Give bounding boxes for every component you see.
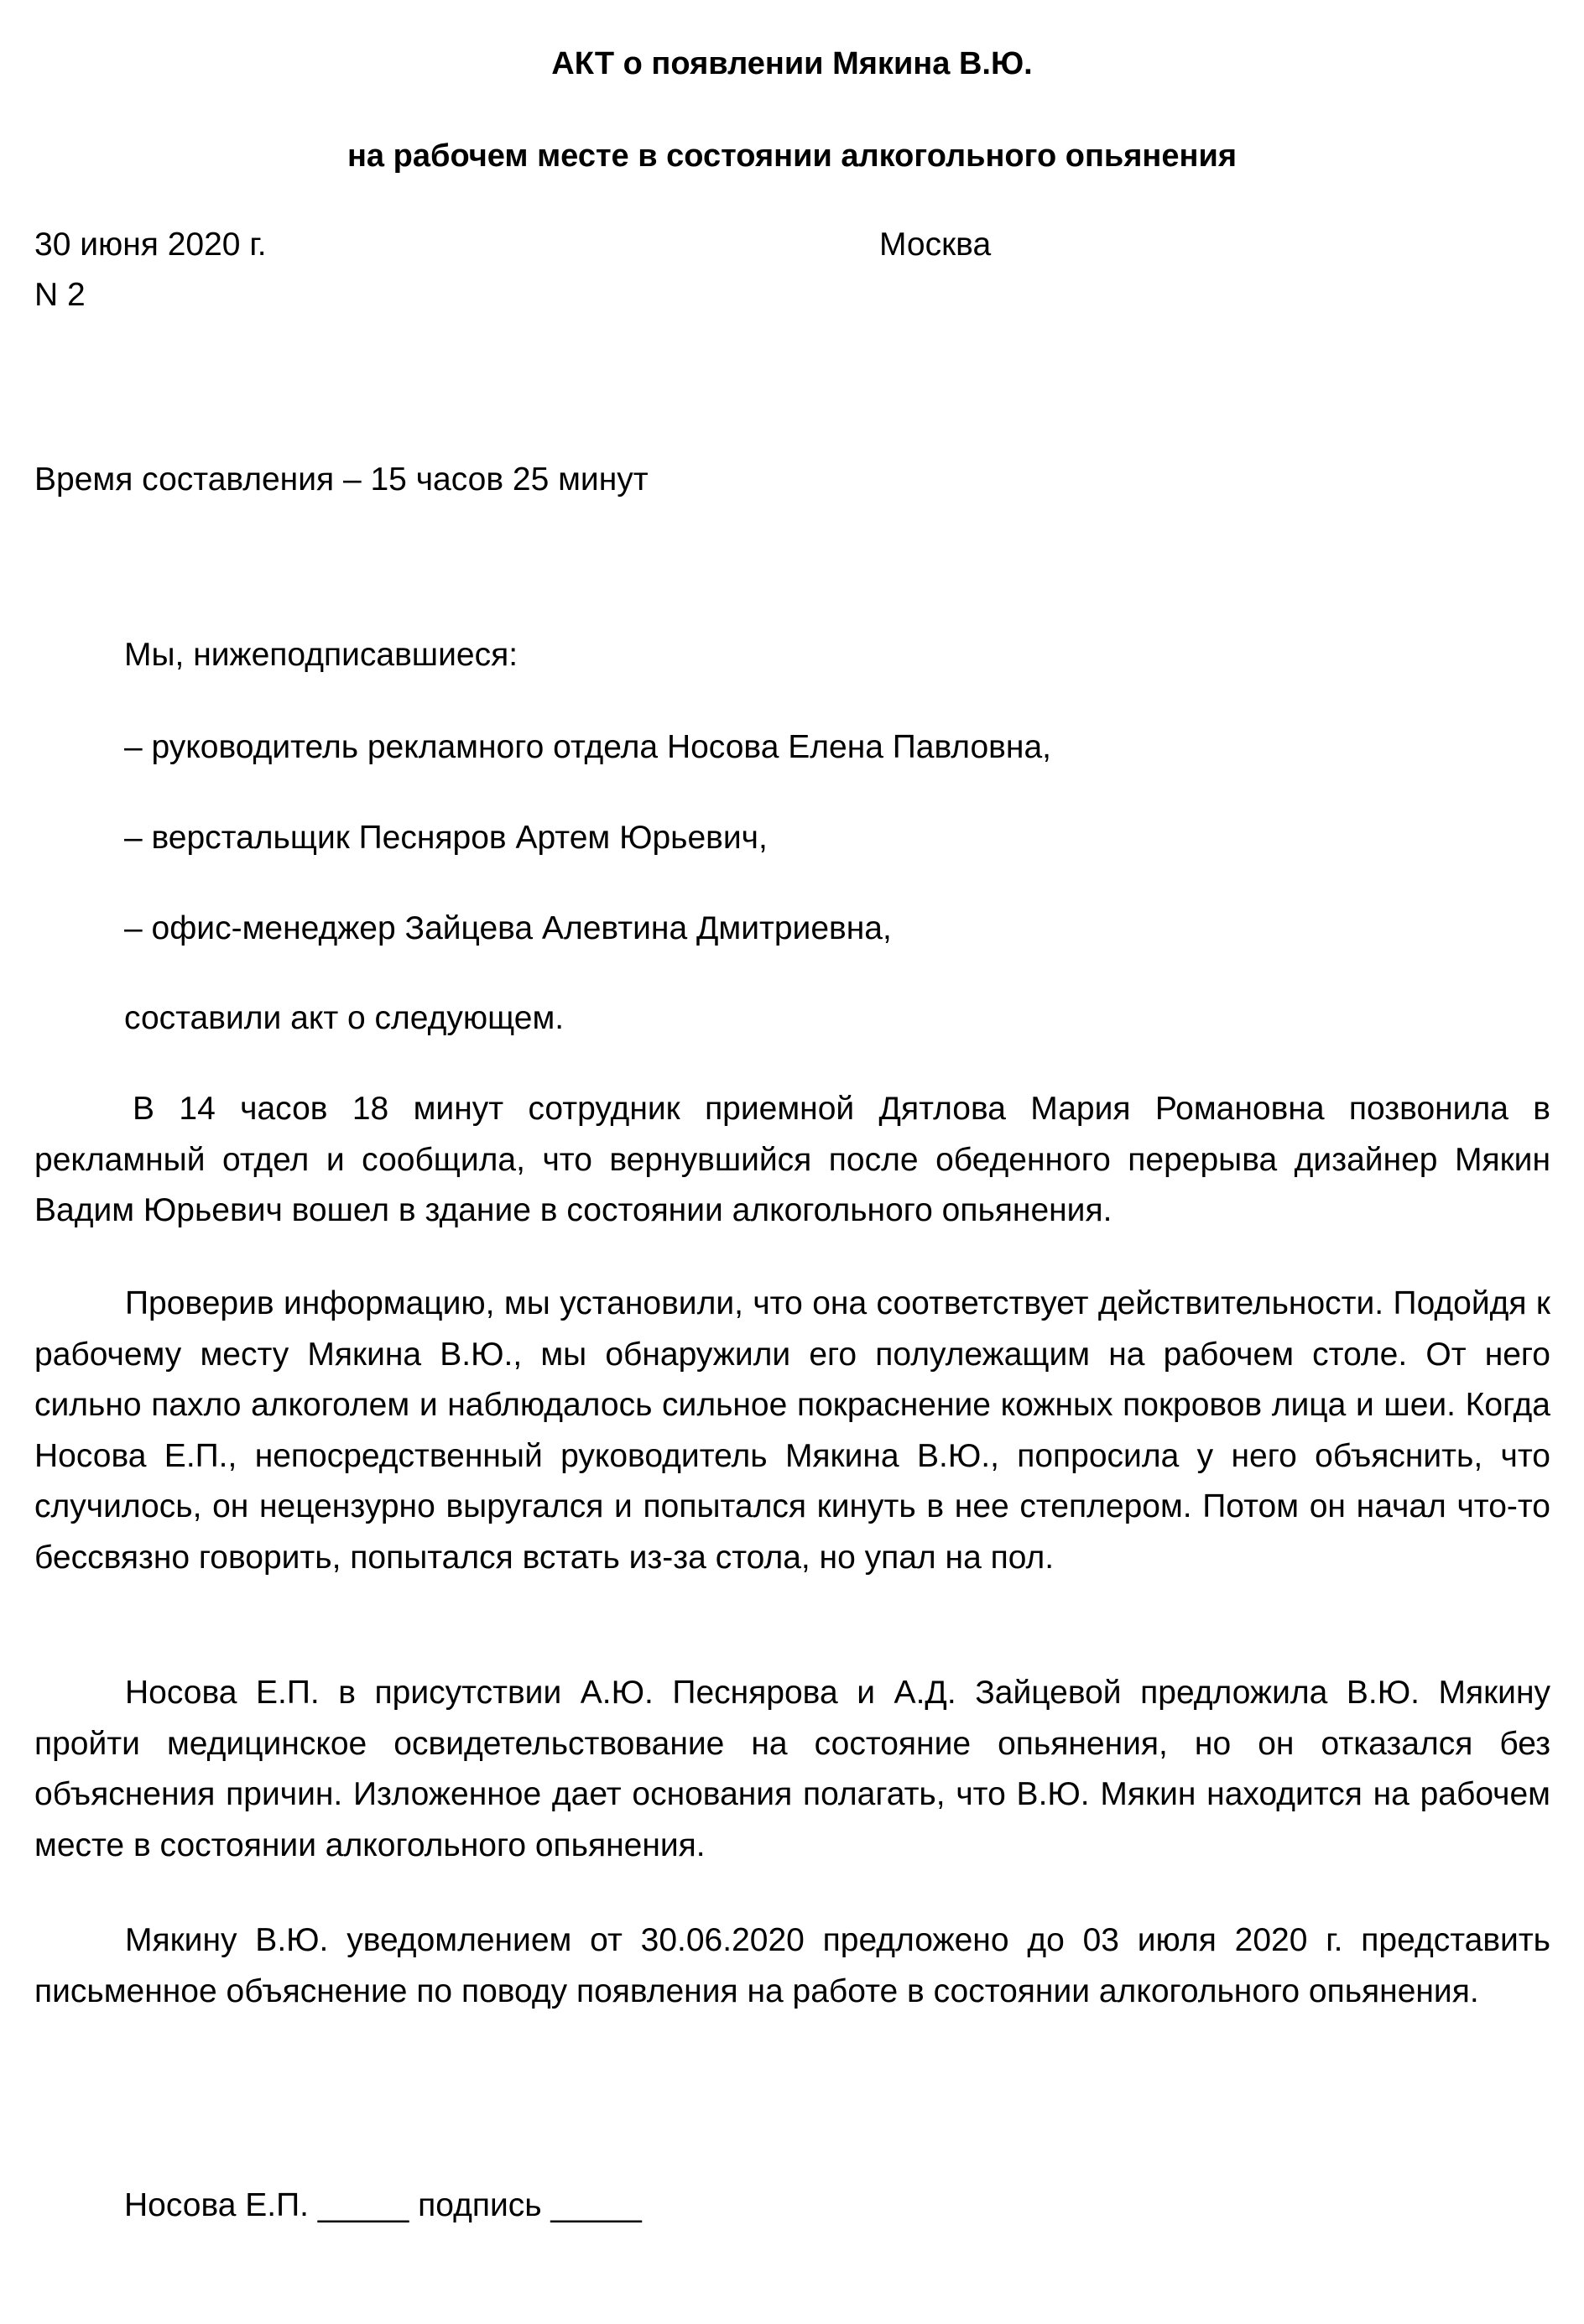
document-city: Москва bbox=[879, 227, 992, 263]
signatory-item: – офис-менеджер Зайцева Алевтина Дмитриевна, bbox=[124, 910, 892, 946]
body-paragraph: Мякину В.Ю. уведомлением от 30.06.2020 предложено до 03 июля 2020 г. представить письменное объяснение по поводу появления на работе в состоянии алкогольного опьянения. bbox=[34, 1922, 1550, 2009]
body-paragraph: Носова Е.П. в присутствии А.Ю. Песнярова и А.Д. Зайцевой предложила В.Ю. Мякину пройти медицинское освидетельствование на состояние опьянения, но он отказался без объяснения причин. Изложенное дает основания полагать, что В.Ю. Мякин находится на рабочем месте в состоянии алкогольного опьянения. bbox=[34, 1675, 1550, 1863]
body-paragraph: В 14 часов 18 минут сотрудник приемной Дятлова Мария Романовна позвонила в рекламный отдел и сообщила, что вернувшийся после обеденного перерыва дизайнер Мякин Вадим Юрьевич вошел в здание в состоянии алкогольного опьянения. bbox=[34, 1091, 1550, 1228]
compile-time: Время составления – 15 часов 25 минут bbox=[34, 461, 649, 498]
signatory-item: – руководитель рекламного отдела Носова Елена Павловна, bbox=[124, 729, 1051, 765]
signatory-item: – верстальщик Песняров Артем Юрьевич, bbox=[124, 820, 768, 856]
document-title: АКТ о появлении Мякина В.Ю. bbox=[551, 46, 1033, 81]
document-number: N 2 bbox=[34, 277, 86, 313]
compiled-statement: составили акт о следующем. bbox=[124, 1000, 565, 1036]
signature-line: Носова Е.П. _____ подпись _____ bbox=[124, 2187, 642, 2223]
document-subtitle: на рабочем месте в состоянии алкогольного опьянения bbox=[346, 138, 1237, 174]
undersigned-intro: Мы, нижеподписавшиеся: bbox=[124, 637, 518, 673]
document-date: 30 июня 2020 г. bbox=[34, 227, 267, 263]
body-paragraph: Проверив информацию, мы установили, что она соответствует действительности. Подойдя к рабочему месту Мякина В.Ю., мы обнаружили его полулежащим на рабочем столе. От него сильно пахло алкоголем и наблюдалось сильное покраснение кожных покровов лица и шеи. Когда Носова Е.П., непосредственный руководитель Мякина В.Ю., попросила у него объяснить, что случилось, он нецензурно выругался и попытался кинуть в нее степлером. Потом он начал что-то бессвязно говорить, попытался встать из-за стола, но упал на пол. bbox=[34, 1285, 1550, 1576]
